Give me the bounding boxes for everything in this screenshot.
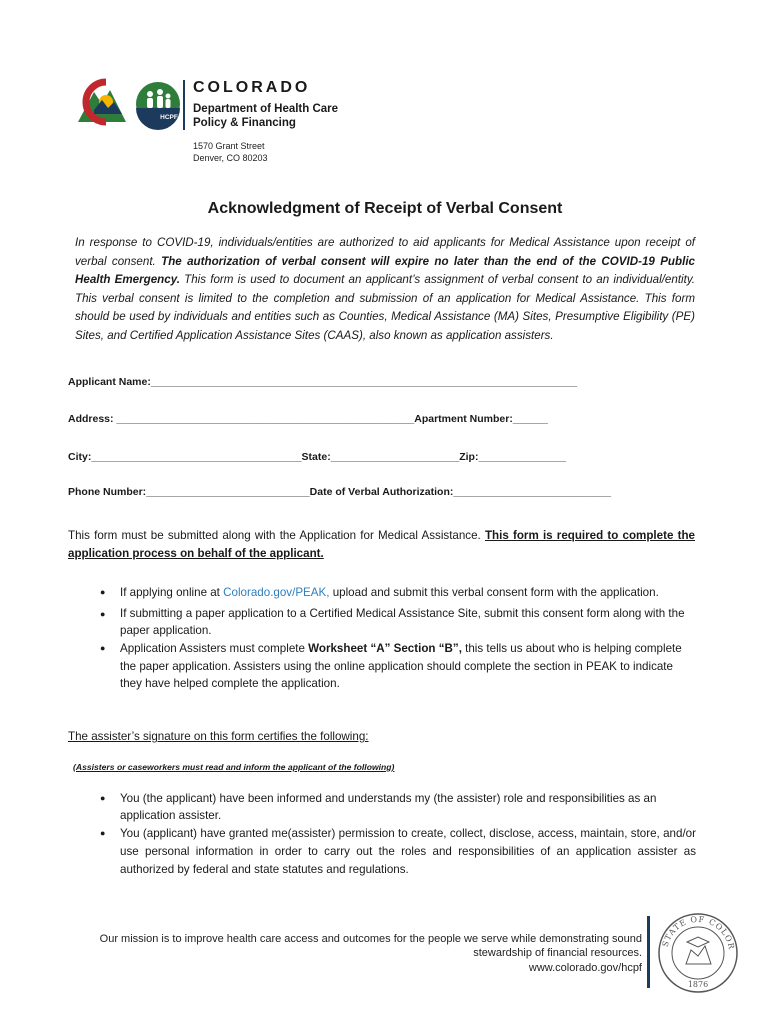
applicant-name-field[interactable]: Applicant Name:_________________________________________________________________________ — [68, 376, 578, 388]
city-state-zip-field[interactable]: City:____________________________________State:______________________Zip:_______________ — [68, 451, 567, 463]
list-item: ● You (the applicant) have been informed and understands my (the assister) role and responsibilities as an application assister. — [98, 790, 696, 824]
certification-heading: The assister’s signature on this form certifies the following: — [68, 730, 369, 743]
list-item: ● If submitting a paper application to a Certified Medical Assistance Site, submit this consent form along with the paper application. — [98, 606, 696, 639]
address-field[interactable]: Address: ___________________________________________________Apartment Number:______ — [68, 413, 548, 425]
intro-part1: In response to COVID-19, individuals/entities are authorized to aid applicants for Medical Assistance upon receipt of verbal consent. — [75, 236, 695, 268]
brand-state: COLORADO — [193, 79, 311, 96]
intro-paragraph — [75, 234, 695, 346]
svg-text:STATE OF COLORADO — [657, 912, 736, 951]
bullet1-pre: If applying online at — [120, 586, 224, 599]
seal-year: 1876 — [687, 980, 709, 989]
footer-url[interactable]: www.colorado.gov/hcpf — [528, 961, 642, 974]
seal-text: STATE OF COLOR — [660, 914, 736, 951]
mission-statement — [100, 932, 642, 975]
colorado-flag-mountain-icon — [76, 78, 186, 134]
certification-subheading: (Assisters or caseworkers must read and inform the applicant of the following) — [73, 762, 395, 772]
peak-link[interactable]: Colorado.gov/PEAK, — [223, 586, 330, 599]
certification-list — [98, 790, 696, 878]
requirement-text: This form must be submitted along with the Application for Medical Assistance. — [68, 529, 485, 542]
bullet3-pre: Application Assisters must complete — [120, 642, 309, 655]
list-item: ● You (applicant) have granted me(assister) permission to create, collect, disclose, access, maintain, store, and/or use personal information in order to carry out the roles and responsibilities of an application assister as authorized by federal and state statutes and regulations. — [98, 825, 696, 878]
bullet3-bold: Worksheet “A” Section “B”, — [308, 642, 462, 655]
requirement-paragraph — [68, 527, 695, 563]
state-seal-icon — [657, 912, 739, 994]
state-seal — [657, 912, 739, 994]
list-item — [98, 640, 696, 693]
bullet3-post: this tells us about who is helping complete the paper application. Assisters using the online application should complete the section in PEAK to indicate they have helped complete the application. — [120, 642, 682, 691]
office-address — [193, 141, 268, 164]
phone-date-field[interactable]: Phone Number:____________________________Date of Verbal Authorization:___________________________ — [68, 486, 612, 498]
address-line2: Denver, CO 80203 — [193, 152, 268, 163]
requirement-emphasis: This form is required to complete the application process on behalf of the applicant. — [68, 529, 695, 560]
submission-instructions-list — [98, 583, 696, 693]
brand-department-line2: Policy & Financing — [193, 117, 296, 129]
intro-part3: This form is used to document an applicant’s assignment of verbal consent to an individual/entity. This verbal consent is limited to the completion and submission of an application for Medical Assistance. This form should be used by individuals and entities such as Counties, Medical Assistance (MA) Sites, Presumptive Eligibility (PE) Sites, and Certified Application Assistance Sites (CAAS), also known as application assisters. — [75, 273, 695, 342]
brand-department — [193, 102, 338, 130]
footer-divider — [647, 916, 650, 988]
document-title: Acknowledgment of Receipt of Verbal Consent — [207, 200, 563, 217]
header-divider — [183, 80, 185, 130]
list-item — [98, 583, 696, 602]
brand-department-line1: Department of Health Care — [193, 103, 339, 115]
intro-emphasis: The authorization of verbal consent will expire no later than the end of the COVID-19 Public Health Emergency. — [75, 254, 695, 287]
address-line1: 1570 Grant Street — [193, 141, 265, 151]
mission-line2: stewardship of financial resources. — [473, 947, 642, 960]
hcpf-badge-text: HCPF — [160, 114, 178, 121]
mission-line1: Our mission is to improve health care access and outcomes for the people we serve while demonstrating sound — [99, 933, 642, 945]
bullet1-post: upload and submit this verbal consent form with the application. — [329, 586, 659, 599]
